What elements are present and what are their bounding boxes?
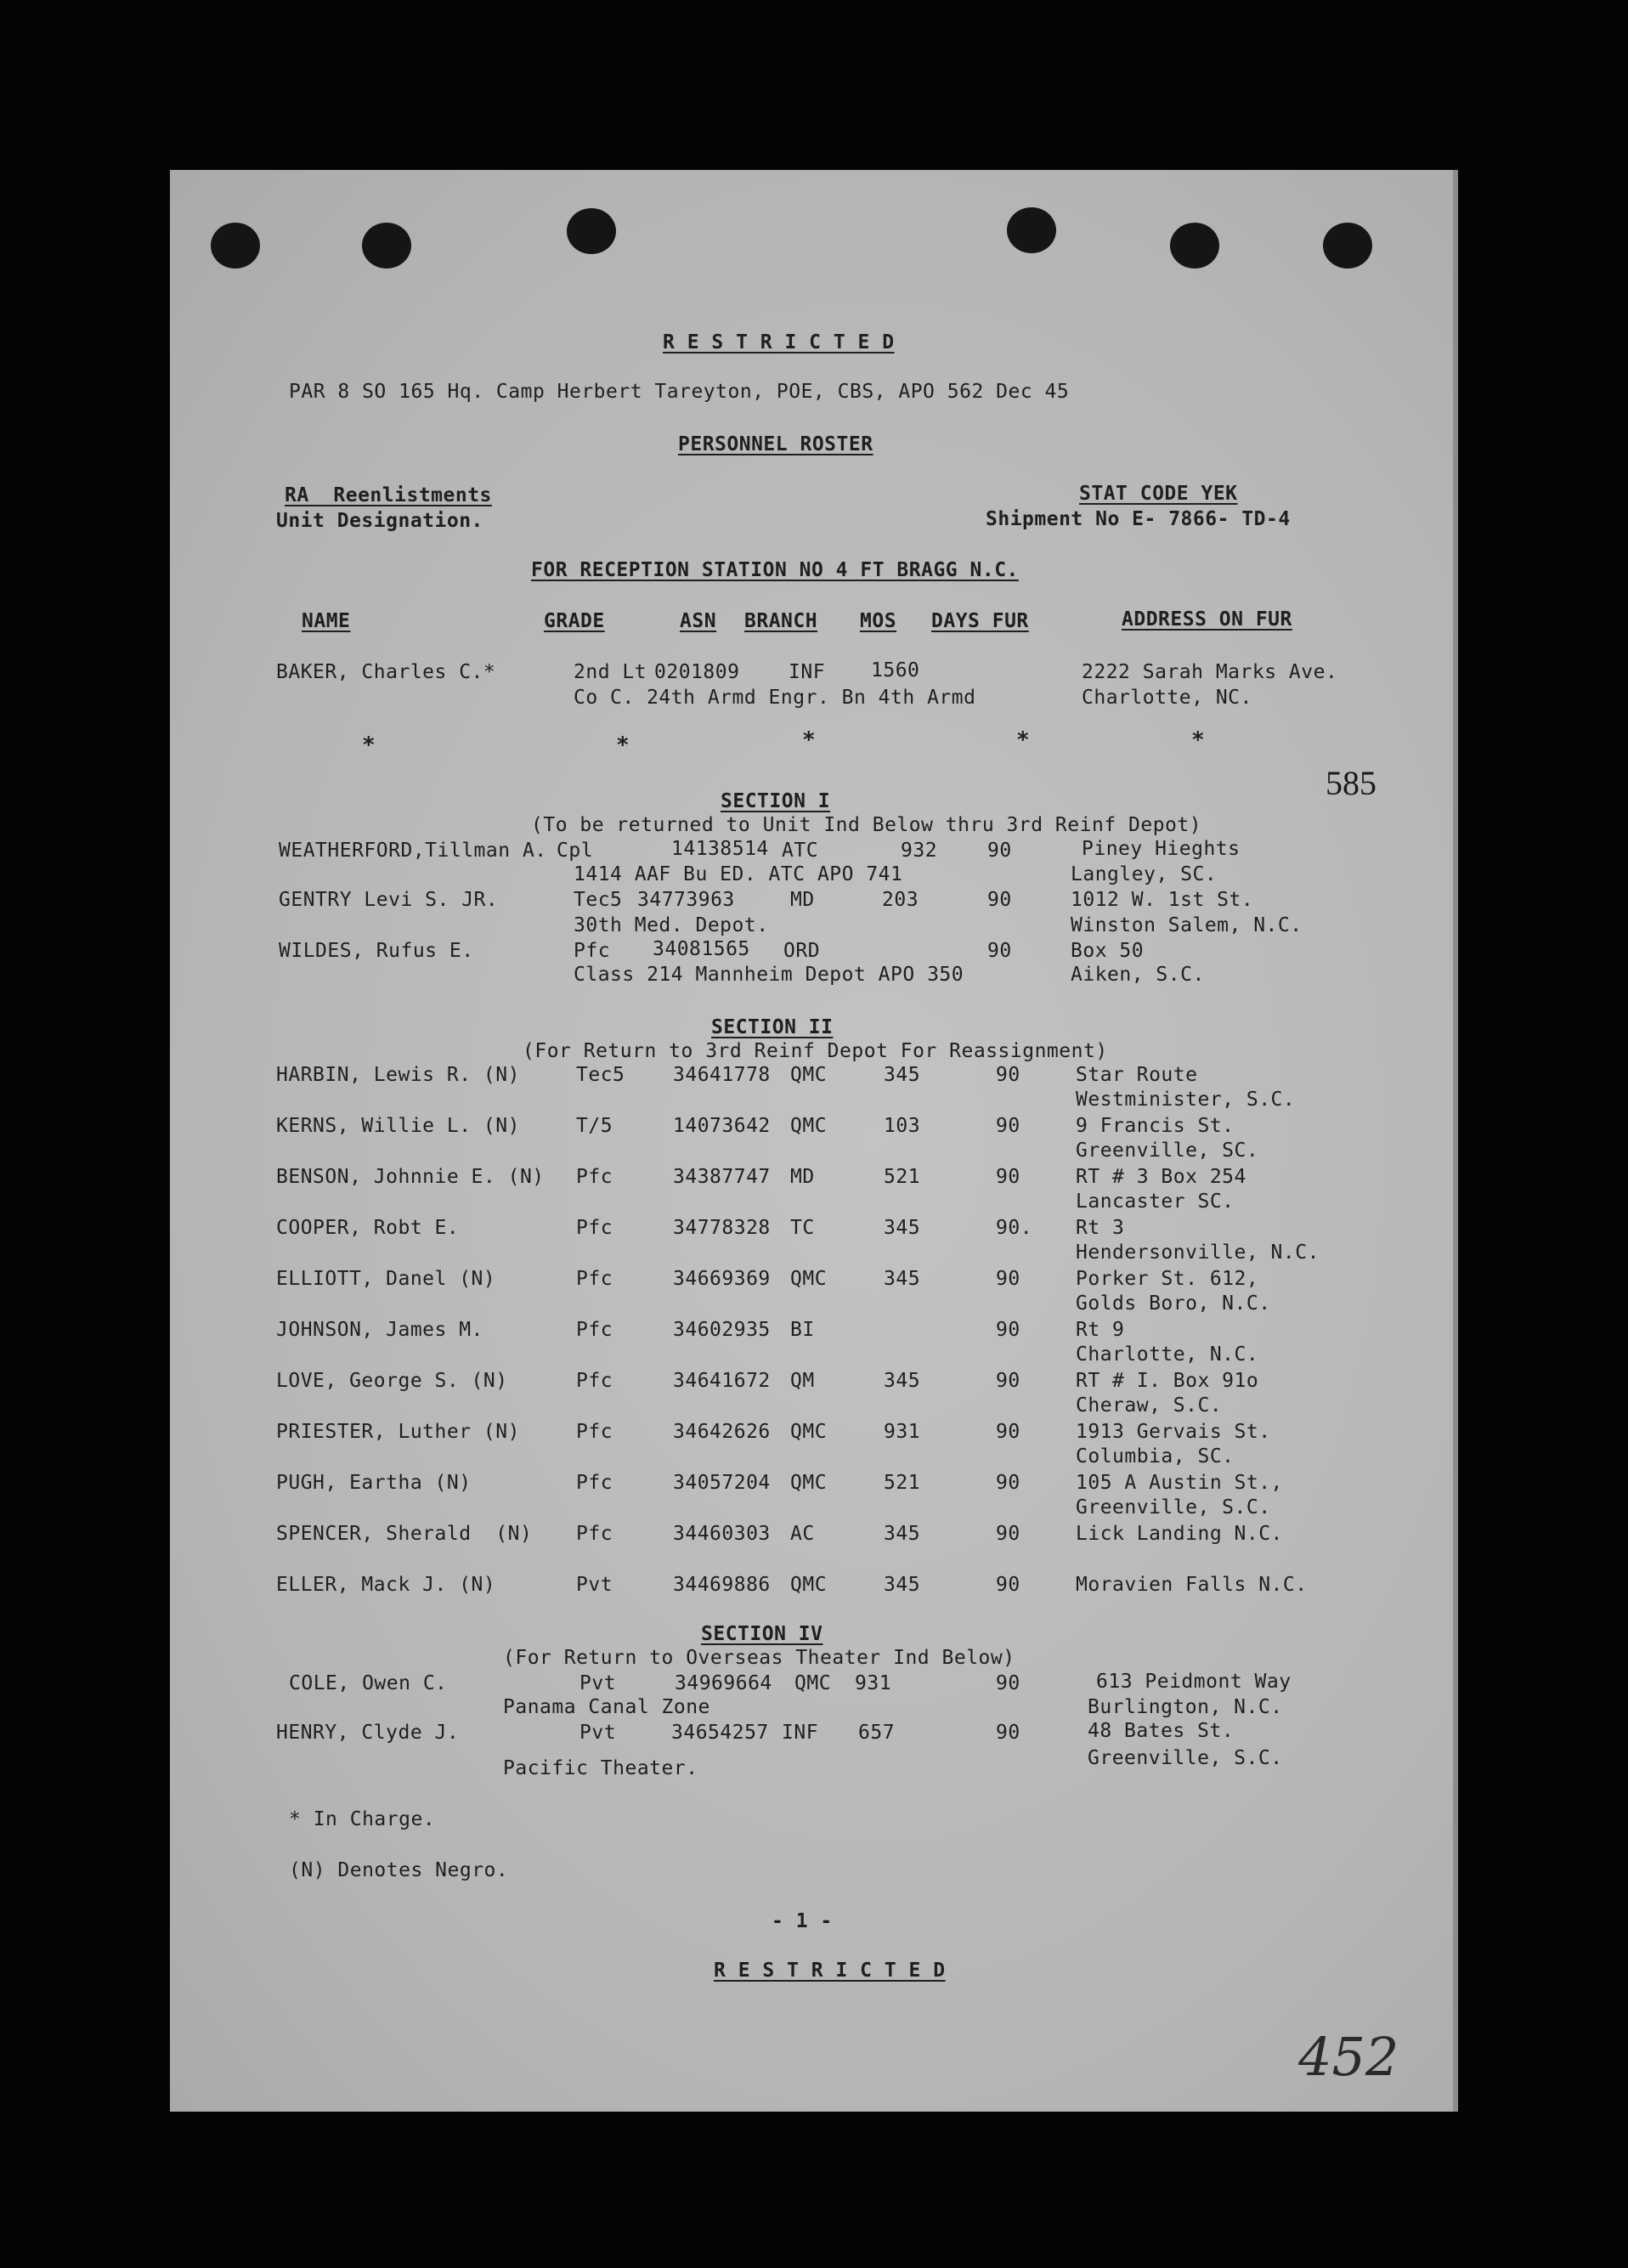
in-charge-address-1: 2222 Sarah Marks Ave. [1082,661,1338,683]
s4-name: COLE, Owen C. [289,1672,448,1694]
shipment-number: Shipment No E- 7866- TD-4 [986,508,1291,530]
restricted-heading: R E S T R I C T E D [663,331,895,353]
s2-asn: 34778328 [673,1217,771,1239]
col-days-fur: DAYS FUR [931,610,1029,632]
in-charge-note: * In Charge. [289,1808,436,1830]
s2-asn: 34602935 [673,1319,771,1341]
s4-unit: Pacific Theater. [503,1757,698,1779]
s2-name: JOHNSON, James M. [276,1319,483,1341]
s2-mos: 931 [884,1421,921,1443]
s2-name: PRIESTER, Luther (N) [276,1421,520,1443]
s4-addr1: 613 Peidmont Way [1096,1671,1292,1693]
s2-addr1: 105 A Austin St., [1076,1472,1283,1494]
s2-grade: Pfc [576,1472,613,1494]
s2-grade: Pfc [576,1217,613,1239]
s2-addr2: Greenville, SC. [1076,1140,1259,1162]
col-grade: GRADE [544,610,605,632]
s2-branch: QMC [790,1421,828,1443]
s2-days: 90. [996,1217,1033,1239]
s2-addr2: Greenville, S.C. [1076,1496,1271,1519]
s1-asn: 34081565 [653,938,750,960]
s2-branch: QMC [790,1268,828,1290]
s2-asn: 34469886 [673,1574,771,1596]
s2-addr1: Star Route [1076,1064,1198,1086]
punch-hole [1170,223,1219,269]
s1-name: WILDES, Rufus E. [279,940,474,962]
s4-addr2: Greenville, S.C. [1088,1747,1283,1769]
separator-star: * [362,732,376,758]
s1-addr2: Winston Salem, N.C. [1071,914,1303,936]
s2-days: 90 [996,1115,1020,1137]
s1-addr2: Langley, SC. [1071,863,1218,885]
s1-branch: MD [790,889,815,911]
document-page [170,170,1458,2112]
s2-name: PUGH, Eartha (N) [276,1472,472,1494]
s2-addr1: Rt 9 [1076,1319,1125,1341]
s4-asn: 34654257 [671,1722,769,1744]
punch-hole [362,223,411,269]
s2-name: ELLIOTT, Danel (N) [276,1268,496,1290]
s4-branch: QMC [794,1672,832,1694]
order-line: PAR 8 SO 165 Hq. Camp Herbert Tareyton, POE, CBS, APO 562 Dec 45 [289,381,1070,403]
s1-name: WEATHERFORD,Tillman A. [279,840,547,862]
s2-addr1: RT # I. Box 91o [1076,1370,1259,1392]
in-charge-asn: 0201809 [654,661,740,683]
in-charge-address-2: Charlotte, NC. [1082,687,1252,709]
section-2-title: SECTION II [711,1016,834,1038]
s2-addr1: Lick Landing N.C. [1076,1523,1283,1545]
s2-branch: QMC [790,1574,828,1596]
col-asn: ASN [680,610,717,632]
s2-name: KERNS, Willie L. (N) [276,1115,520,1137]
s4-name: HENRY, Clyde J. [276,1722,460,1744]
punch-hole [567,208,616,254]
s2-addr2: Golds Boro, N.C. [1076,1292,1271,1315]
col-name: NAME [302,610,351,632]
separator-star: * [802,727,816,753]
section-4-note: (For Return to Overseas Theater Ind Below) [503,1647,1015,1669]
s1-branch: ATC [782,840,819,862]
s2-name: SPENCER, Sherald (N) [276,1523,533,1545]
s2-name: COOPER, Robt E. [276,1217,460,1239]
s2-name: LOVE, George S. (N) [276,1370,508,1392]
s2-addr1: 9 Francis St. [1076,1115,1235,1137]
s2-addr2: Lancaster SC. [1076,1191,1235,1213]
s2-grade: Pfc [576,1421,613,1443]
s1-mos: 932 [901,840,938,862]
s2-mos: 345 [884,1064,921,1086]
separator-star: * [1191,727,1205,753]
s1-addr2: Aiken, S.C. [1071,964,1205,986]
s2-mos: 345 [884,1268,921,1290]
s1-asn: 14138514 [671,838,769,860]
s1-grade: Pfc [574,940,611,962]
s2-asn: 34387747 [673,1166,771,1188]
s1-days: 90 [987,889,1012,911]
s2-addr2: Columbia, SC. [1076,1445,1235,1468]
s2-days: 90 [996,1370,1020,1392]
s2-days: 90 [996,1166,1020,1188]
section-1-note: (To be returned to Unit Ind Below thru 3rd Reinf Depot) [531,814,1202,836]
s2-addr1: Porker St. 612, [1076,1268,1259,1290]
s2-grade: T/5 [576,1115,613,1137]
s2-asn: 14073642 [673,1115,771,1137]
page-number: - 1 - [772,1910,833,1932]
s1-days: 90 [987,840,1012,862]
s2-asn: 34460303 [673,1523,771,1545]
separator-star: * [616,732,630,758]
separator-star: * [1016,727,1030,753]
s2-mos: 345 [884,1523,921,1545]
page-stamp-number: 585 [1326,764,1376,802]
s2-grade: Pfc [576,1268,613,1290]
s2-addr2: Westminister, S.C. [1076,1089,1296,1111]
unit-designation: Unit Designation. [276,510,483,532]
s2-days: 90 [996,1268,1020,1290]
s2-mos: 345 [884,1574,921,1596]
s2-addr1: Rt 3 [1076,1217,1125,1239]
s2-grade: Pfc [576,1370,613,1392]
s4-mos: 657 [858,1722,896,1744]
section-1-title: SECTION I [721,790,831,812]
s2-mos: 345 [884,1370,921,1392]
punch-hole [1323,223,1372,269]
section-4-title: SECTION IV [701,1623,823,1645]
s1-addr1: Piney Hieghts [1082,838,1241,860]
s2-grade: Pfc [576,1166,613,1188]
s2-asn: 34642626 [673,1421,771,1443]
s2-addr1: 1913 Gervais St. [1076,1421,1271,1443]
s4-addr2: Burlington, N.C. [1088,1696,1283,1718]
s2-grade: Pfc [576,1523,613,1545]
s2-mos: 521 [884,1166,921,1188]
negro-note: (N) Denotes Negro. [289,1859,509,1881]
s2-branch: TC [790,1217,815,1239]
s2-branch: MD [790,1166,815,1188]
in-charge-name: BAKER, Charles C.* [276,661,496,683]
col-mos: MOS [860,610,897,632]
s4-mos: 931 [855,1672,892,1694]
s2-addr2: Hendersonville, N.C. [1076,1241,1320,1264]
s4-grade: Pvt [579,1722,617,1744]
s2-branch: AC [790,1523,815,1545]
s1-mos: 203 [882,889,919,911]
in-charge-mos: 1560 [871,659,920,682]
s2-days: 90 [996,1472,1020,1494]
s2-mos: 521 [884,1472,921,1494]
s4-days: 90 [996,1722,1020,1744]
restricted-footer: R E S T R I C T E D [714,1960,946,1982]
s1-asn: 34773963 [637,889,735,911]
s2-branch: QMC [790,1472,828,1494]
s2-mos: 345 [884,1217,921,1239]
s4-grade: Pvt [579,1672,617,1694]
in-charge-unit: Co C. 24th Armd Engr. Bn 4th Armd [574,687,976,709]
s4-unit: Panama Canal Zone [503,1696,710,1718]
s2-addr2: Cheraw, S.C. [1076,1394,1223,1417]
reception-station: FOR RECEPTION STATION NO 4 FT BRAGG N.C. [531,559,1019,581]
s2-asn: 34057204 [673,1472,771,1494]
roster-title: PERSONNEL ROSTER [678,433,873,455]
s1-grade: Tec5 [574,889,623,911]
s1-days: 90 [987,940,1012,962]
s2-mos: 103 [884,1115,921,1137]
s1-name: GENTRY Levi S. JR. [279,889,499,911]
s2-branch: QMC [790,1064,828,1086]
punch-hole [211,223,260,269]
s2-branch: QMC [790,1115,828,1137]
s2-name: BENSON, Johnnie E. (N) [276,1166,545,1188]
s2-days: 90 [996,1421,1020,1443]
s2-branch: QM [790,1370,815,1392]
s2-name: HARBIN, Lewis R. (N) [276,1064,520,1086]
col-address: ADDRESS ON FUR [1122,608,1292,631]
s2-asn: 34669369 [673,1268,771,1290]
s2-days: 90 [996,1523,1020,1545]
s1-addr1: 1012 W. 1st St. [1071,889,1254,911]
s2-addr1: RT # 3 Box 254 [1076,1166,1246,1188]
col-branch: BRANCH [744,610,818,632]
s2-branch: BI [790,1319,815,1341]
s2-asn: 34641778 [673,1064,771,1086]
section-2-note: (For Return to 3rd Reinf Depot For Reassignment) [523,1040,1108,1062]
s2-addr1: Moravien Falls N.C. [1076,1574,1308,1596]
s1-unit: 30th Med. Depot. [574,914,769,936]
s4-days: 90 [996,1672,1020,1694]
s2-addr2: Charlotte, N.C. [1076,1343,1259,1366]
s2-grade: Tec5 [576,1064,625,1086]
s1-unit: 1414 AAF Bu ED. ATC APO 741 [574,863,903,885]
s2-asn: 34641672 [673,1370,771,1392]
punch-hole [1007,207,1056,253]
s2-days: 90 [996,1064,1020,1086]
s1-grade: Cpl [557,840,594,862]
s2-name: ELLER, Mack J. (N) [276,1574,496,1596]
s1-unit: Class 214 Mannheim Depot APO 350 [574,964,964,986]
s2-days: 90 [996,1574,1020,1596]
s2-grade: Pvt [576,1574,613,1596]
in-charge-grade: 2nd Lt [574,661,647,683]
s2-days: 90 [996,1319,1020,1341]
handwritten-number: 452 [1298,2026,1399,2088]
s4-addr1: 48 Bates St. [1088,1720,1235,1742]
s2-grade: Pfc [576,1319,613,1341]
s4-asn: 34969664 [675,1672,772,1694]
ra-line: RA Reenlistments [285,484,492,506]
s1-addr1: Box 50 [1071,940,1145,962]
s4-branch: INF [782,1722,819,1744]
in-charge-branch: INF [789,661,826,683]
s1-branch: ORD [783,940,821,962]
stat-code: STAT CODE YEK [1079,483,1238,505]
